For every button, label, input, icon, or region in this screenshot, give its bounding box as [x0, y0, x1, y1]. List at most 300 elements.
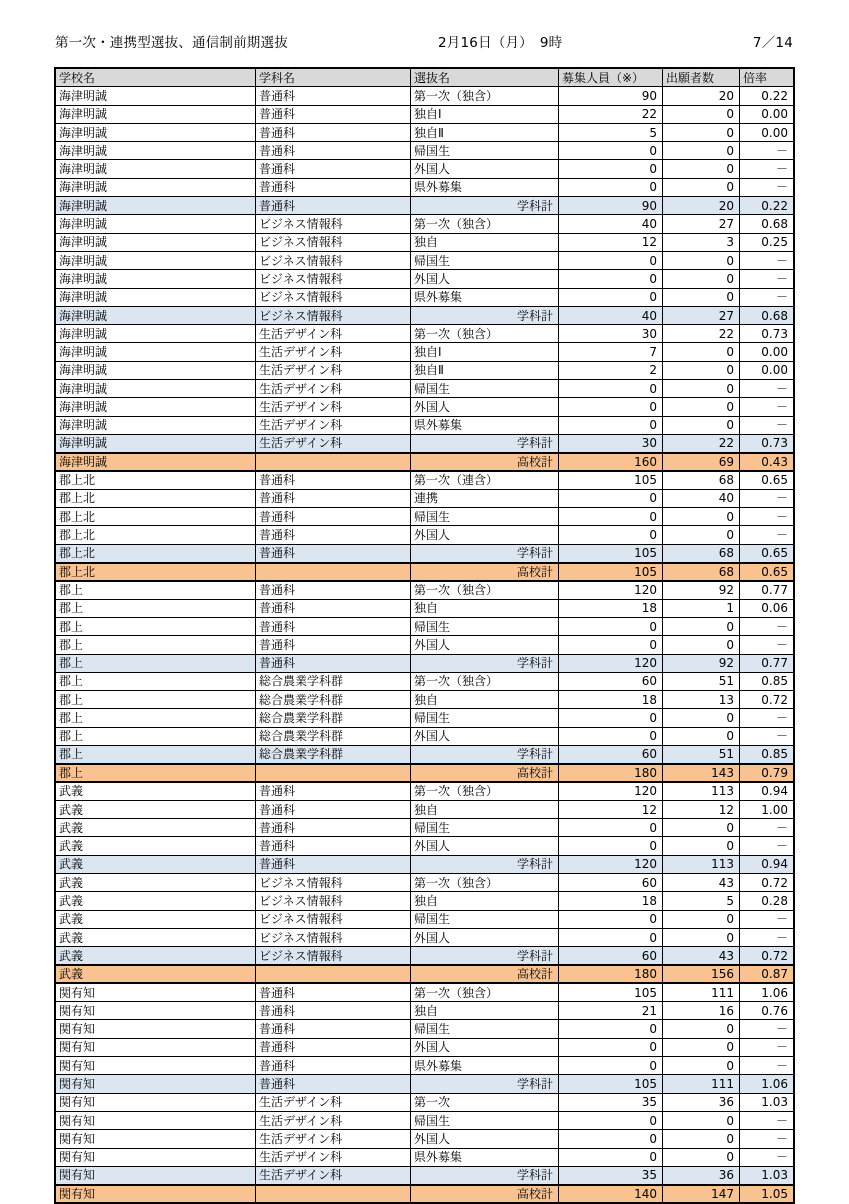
- cell-school: 海津明誠: [56, 233, 256, 251]
- cell-quota: 0: [559, 398, 663, 416]
- page-number: 7／14: [752, 35, 793, 51]
- cell-quota: 21: [559, 1002, 663, 1020]
- table-row: [56, 947, 794, 965]
- cell-school: 郡上: [56, 764, 256, 782]
- cell-ratio: 0.00: [740, 361, 794, 379]
- cell-applicants: 0: [663, 270, 740, 288]
- cell-selection: 学科計: [411, 1075, 559, 1093]
- cell-school: 関有知: [56, 1002, 256, 1020]
- cell-applicants: 20: [663, 87, 740, 105]
- cell-ratio: 0.73: [740, 434, 794, 452]
- cell-school: 海津明誠: [56, 197, 256, 215]
- cell-school: 郡上北: [56, 508, 256, 526]
- cell-applicants: 0: [663, 1111, 740, 1129]
- cell-quota: 18: [559, 599, 663, 617]
- cell-ratio: －: [740, 837, 794, 855]
- cell-ratio: 0.94: [740, 782, 794, 800]
- table-row: [56, 855, 794, 873]
- cell-applicants: 0: [663, 416, 740, 434]
- cell-applicants: 51: [663, 672, 740, 690]
- cell-school: 郡上北: [56, 563, 256, 581]
- cell-applicants: 0: [663, 709, 740, 727]
- table-row: [56, 87, 794, 105]
- cell-applicants: 143: [663, 764, 740, 782]
- cell-school: 関有知: [56, 1057, 256, 1075]
- cell-school: 郡上北: [56, 544, 256, 562]
- cell-quota: 12: [559, 233, 663, 251]
- cell-department: 生活デザイン科: [256, 1130, 411, 1148]
- table-row: [56, 471, 794, 489]
- cell-school: 武義: [56, 782, 256, 800]
- cell-quota: 160: [559, 453, 663, 471]
- table-row: [56, 1038, 794, 1056]
- cell-department: 普通科: [256, 508, 411, 526]
- cell-quota: 0: [559, 526, 663, 544]
- table-row: [56, 105, 794, 123]
- cell-applicants: 5: [663, 892, 740, 910]
- cell-school: 武義: [56, 819, 256, 837]
- cell-department: ビジネス情報科: [256, 215, 411, 233]
- cell-school: 関有知: [56, 983, 256, 1001]
- cell-school: 郡上: [56, 691, 256, 709]
- cell-applicants: 1: [663, 599, 740, 617]
- cell-school: 海津明誠: [56, 325, 256, 343]
- cell-selection: 独自Ⅰ: [411, 105, 559, 123]
- cell-selection: 学科計: [411, 434, 559, 452]
- cell-selection: 県外募集: [411, 1148, 559, 1166]
- cell-applicants: 0: [663, 178, 740, 196]
- cell-ratio: －: [740, 727, 794, 745]
- cell-department: 普通科: [256, 197, 411, 215]
- cell-selection: 県外募集: [411, 178, 559, 196]
- cell-applicants: 68: [663, 544, 740, 562]
- cell-department: 総合農業学科群: [256, 745, 411, 763]
- cell-ratio: －: [740, 1020, 794, 1038]
- cell-school: 関有知: [56, 1093, 256, 1111]
- cell-applicants: 0: [663, 398, 740, 416]
- cell-selection: 独自: [411, 892, 559, 910]
- cell-department: 普通科: [256, 819, 411, 837]
- table-row: [56, 1130, 794, 1148]
- table-row: [56, 654, 794, 672]
- cell-school: 関有知: [56, 1148, 256, 1166]
- table-row: [56, 1148, 794, 1166]
- cell-selection: 県外募集: [411, 288, 559, 306]
- cell-quota: 0: [559, 1148, 663, 1166]
- cell-ratio: －: [740, 636, 794, 654]
- cell-ratio: 1.03: [740, 1166, 794, 1184]
- cell-ratio: 0.68: [740, 215, 794, 233]
- cell-department: 生活デザイン科: [256, 416, 411, 434]
- table-row: [56, 892, 794, 910]
- cell-selection: 外国人: [411, 928, 559, 946]
- cell-applicants: 0: [663, 343, 740, 361]
- cell-quota: 120: [559, 654, 663, 672]
- cell-school: 海津明誠: [56, 343, 256, 361]
- cell-ratio: －: [740, 1148, 794, 1166]
- cell-applicants: 36: [663, 1093, 740, 1111]
- table-row: [56, 819, 794, 837]
- cell-ratio: 0.76: [740, 1002, 794, 1020]
- cell-department: 生活デザイン科: [256, 1148, 411, 1166]
- cell-selection: 学科計: [411, 654, 559, 672]
- cell-selection: 学科計: [411, 947, 559, 965]
- cell-selection: 外国人: [411, 727, 559, 745]
- cell-quota: 12: [559, 800, 663, 818]
- cell-selection: 第一次（独含）: [411, 672, 559, 690]
- column-header-applicants: 出願者数: [663, 69, 740, 87]
- cell-department: ビジネス情報科: [256, 251, 411, 269]
- cell-selection: 学科計: [411, 544, 559, 562]
- cell-school: 海津明誠: [56, 123, 256, 141]
- cell-selection: 高校計: [411, 764, 559, 782]
- cell-department: [256, 965, 411, 983]
- cell-quota: 0: [559, 1038, 663, 1056]
- table-row: [56, 1166, 794, 1184]
- cell-quota: 0: [559, 251, 663, 269]
- cell-quota: 0: [559, 727, 663, 745]
- cell-applicants: 0: [663, 288, 740, 306]
- cell-applicants: 147: [663, 1185, 740, 1203]
- cell-quota: 0: [559, 178, 663, 196]
- table-row: [56, 380, 794, 398]
- table-row: [56, 672, 794, 690]
- cell-department: 生活デザイン科: [256, 343, 411, 361]
- cell-department: 普通科: [256, 1002, 411, 1020]
- cell-ratio: 0.43: [740, 453, 794, 471]
- cell-department: 総合農業学科群: [256, 709, 411, 727]
- cell-ratio: 0.94: [740, 855, 794, 873]
- cell-school: 武義: [56, 965, 256, 983]
- cell-department: 総合農業学科群: [256, 672, 411, 690]
- table-row: [56, 1111, 794, 1129]
- cell-ratio: 0.65: [740, 563, 794, 581]
- table-row: [56, 178, 794, 196]
- table-row: [56, 343, 794, 361]
- cell-school: 関有知: [56, 1166, 256, 1184]
- cell-quota: 90: [559, 87, 663, 105]
- cell-ratio: 0.87: [740, 965, 794, 983]
- cell-ratio: －: [740, 142, 794, 160]
- cell-ratio: 1.00: [740, 800, 794, 818]
- cell-applicants: 51: [663, 745, 740, 763]
- cell-ratio: －: [740, 526, 794, 544]
- cell-quota: 0: [559, 837, 663, 855]
- cell-quota: 2: [559, 361, 663, 379]
- cell-quota: 0: [559, 160, 663, 178]
- table-row: [56, 416, 794, 434]
- cell-department: 普通科: [256, 782, 411, 800]
- cell-ratio: 0.68: [740, 306, 794, 324]
- cell-department: 普通科: [256, 526, 411, 544]
- cell-ratio: 0.85: [740, 672, 794, 690]
- table-row: [56, 1075, 794, 1093]
- table-row: [56, 489, 794, 507]
- cell-school: 海津明誠: [56, 251, 256, 269]
- table-row: [56, 928, 794, 946]
- cell-applicants: 0: [663, 636, 740, 654]
- cell-quota: 5: [559, 123, 663, 141]
- cell-department: 生活デザイン科: [256, 398, 411, 416]
- cell-department: ビジネス情報科: [256, 306, 411, 324]
- table-row: [56, 160, 794, 178]
- cell-selection: 学科計: [411, 855, 559, 873]
- table-row: [56, 965, 794, 983]
- cell-ratio: 0.65: [740, 544, 794, 562]
- cell-selection: 帰国生: [411, 617, 559, 635]
- cell-quota: 140: [559, 1185, 663, 1203]
- cell-applicants: 0: [663, 380, 740, 398]
- cell-department: 生活デザイン科: [256, 434, 411, 452]
- table-row: [56, 215, 794, 233]
- cell-ratio: －: [740, 819, 794, 837]
- cell-quota: 18: [559, 691, 663, 709]
- cell-department: [256, 563, 411, 581]
- cell-selection: 第一次（独含）: [411, 874, 559, 892]
- cell-quota: 180: [559, 764, 663, 782]
- table-header-row: [56, 69, 794, 87]
- cell-applicants: 113: [663, 782, 740, 800]
- cell-department: 普通科: [256, 1038, 411, 1056]
- cell-applicants: 68: [663, 563, 740, 581]
- cell-department: 普通科: [256, 837, 411, 855]
- table-row: [56, 636, 794, 654]
- table-row: [56, 434, 794, 452]
- table-row: [56, 617, 794, 635]
- cell-selection: 学科計: [411, 197, 559, 215]
- cell-school: 武義: [56, 874, 256, 892]
- cell-applicants: 22: [663, 434, 740, 452]
- cell-quota: 0: [559, 508, 663, 526]
- cell-school: 海津明誠: [56, 270, 256, 288]
- cell-school: 郡上: [56, 599, 256, 617]
- cell-quota: 22: [559, 105, 663, 123]
- cell-applicants: 92: [663, 581, 740, 599]
- page-title: 第一次・連携型選抜、通信制前期選抜: [55, 35, 288, 51]
- cell-selection: 独自Ⅱ: [411, 123, 559, 141]
- cell-department: 生活デザイン科: [256, 380, 411, 398]
- cell-department: ビジネス情報科: [256, 910, 411, 928]
- table-row: [56, 398, 794, 416]
- cell-school: 海津明誠: [56, 306, 256, 324]
- cell-ratio: －: [740, 709, 794, 727]
- cell-ratio: －: [740, 270, 794, 288]
- cell-selection: 第一次（連含）: [411, 471, 559, 489]
- table-row: [56, 526, 794, 544]
- cell-selection: 独自: [411, 800, 559, 818]
- cell-ratio: －: [740, 416, 794, 434]
- cell-quota: 7: [559, 343, 663, 361]
- table-row: [56, 800, 794, 818]
- cell-ratio: 0.00: [740, 105, 794, 123]
- cell-applicants: 13: [663, 691, 740, 709]
- table-row: [56, 288, 794, 306]
- cell-selection: 独自: [411, 1002, 559, 1020]
- cell-applicants: 0: [663, 508, 740, 526]
- cell-ratio: －: [740, 251, 794, 269]
- cell-selection: 県外募集: [411, 1057, 559, 1075]
- cell-department: 総合農業学科群: [256, 691, 411, 709]
- cell-department: 普通科: [256, 178, 411, 196]
- cell-department: 普通科: [256, 544, 411, 562]
- cell-school: 海津明誠: [56, 453, 256, 471]
- table-row: [56, 453, 794, 471]
- table-row: [56, 745, 794, 763]
- table-row: [56, 361, 794, 379]
- cell-quota: 40: [559, 306, 663, 324]
- cell-department: 生活デザイン科: [256, 1166, 411, 1184]
- cell-quota: 60: [559, 745, 663, 763]
- cell-ratio: 0.72: [740, 874, 794, 892]
- cell-applicants: 12: [663, 800, 740, 818]
- cell-school: 郡上: [56, 745, 256, 763]
- cell-department: 普通科: [256, 654, 411, 672]
- cell-department: 普通科: [256, 471, 411, 489]
- cell-selection: 帰国生: [411, 251, 559, 269]
- cell-quota: 60: [559, 672, 663, 690]
- cell-school: 郡上: [56, 617, 256, 635]
- cell-applicants: 0: [663, 526, 740, 544]
- cell-quota: 105: [559, 544, 663, 562]
- cell-applicants: 0: [663, 727, 740, 745]
- cell-ratio: 0.72: [740, 691, 794, 709]
- column-header-school: 学校名: [56, 69, 256, 87]
- cell-ratio: －: [740, 617, 794, 635]
- cell-department: 生活デザイン科: [256, 1111, 411, 1129]
- cell-school: 武義: [56, 855, 256, 873]
- cell-department: 普通科: [256, 855, 411, 873]
- table-row: [56, 306, 794, 324]
- cell-quota: 180: [559, 965, 663, 983]
- cell-quota: 60: [559, 947, 663, 965]
- cell-selection: 外国人: [411, 160, 559, 178]
- cell-applicants: 92: [663, 654, 740, 672]
- cell-quota: 0: [559, 489, 663, 507]
- cell-school: 郡上: [56, 654, 256, 672]
- cell-school: 郡上北: [56, 526, 256, 544]
- cell-school: 郡上: [56, 709, 256, 727]
- cell-school: 武義: [56, 947, 256, 965]
- cell-applicants: 0: [663, 251, 740, 269]
- cell-school: 武義: [56, 910, 256, 928]
- cell-ratio: －: [740, 508, 794, 526]
- table-row: [56, 142, 794, 160]
- cell-ratio: －: [740, 160, 794, 178]
- cell-school: 関有知: [56, 1130, 256, 1148]
- cell-quota: 0: [559, 142, 663, 160]
- table-row: [56, 764, 794, 782]
- cell-school: 関有知: [56, 1020, 256, 1038]
- cell-department: ビジネス情報科: [256, 233, 411, 251]
- cell-applicants: 0: [663, 910, 740, 928]
- cell-applicants: 27: [663, 306, 740, 324]
- cell-quota: 120: [559, 855, 663, 873]
- table-row: [56, 727, 794, 745]
- column-header-quota: 募集人員（※）: [559, 69, 663, 87]
- cell-applicants: 36: [663, 1166, 740, 1184]
- cell-quota: 120: [559, 581, 663, 599]
- table-row: [56, 251, 794, 269]
- cell-selection: 高校計: [411, 1185, 559, 1203]
- cell-quota: 35: [559, 1166, 663, 1184]
- cell-applicants: 0: [663, 819, 740, 837]
- cell-applicants: 111: [663, 983, 740, 1001]
- cell-selection: 帰国生: [411, 1020, 559, 1038]
- applicant-table-container: [55, 68, 793, 1204]
- cell-department: [256, 764, 411, 782]
- cell-ratio: －: [740, 1111, 794, 1129]
- cell-department: 生活デザイン科: [256, 325, 411, 343]
- table-row: [56, 782, 794, 800]
- cell-quota: 105: [559, 471, 663, 489]
- cell-school: 関有知: [56, 1075, 256, 1093]
- cell-department: ビジネス情報科: [256, 874, 411, 892]
- cell-applicants: 0: [663, 928, 740, 946]
- table-row: [56, 123, 794, 141]
- cell-applicants: 0: [663, 105, 740, 123]
- cell-school: 郡上: [56, 727, 256, 745]
- cell-school: 海津明誠: [56, 434, 256, 452]
- cell-ratio: 0.22: [740, 87, 794, 105]
- table-row: [56, 983, 794, 1001]
- column-header-selection: 選抜名: [411, 69, 559, 87]
- cell-department: 普通科: [256, 617, 411, 635]
- cell-department: 普通科: [256, 1020, 411, 1038]
- cell-selection: 帰国生: [411, 910, 559, 928]
- cell-school: 海津明誠: [56, 105, 256, 123]
- cell-selection: 帰国生: [411, 1111, 559, 1129]
- table-row: [56, 563, 794, 581]
- cell-selection: 外国人: [411, 270, 559, 288]
- cell-applicants: 111: [663, 1075, 740, 1093]
- cell-school: 海津明誠: [56, 87, 256, 105]
- cell-department: 普通科: [256, 160, 411, 178]
- cell-selection: 第一次（独含）: [411, 983, 559, 1001]
- cell-selection: 帰国生: [411, 508, 559, 526]
- table-row: [56, 1002, 794, 1020]
- cell-department: 普通科: [256, 1057, 411, 1075]
- cell-selection: 第一次（独含）: [411, 325, 559, 343]
- cell-quota: 0: [559, 910, 663, 928]
- cell-school: 関有知: [56, 1111, 256, 1129]
- cell-applicants: 0: [663, 1148, 740, 1166]
- cell-quota: 30: [559, 434, 663, 452]
- cell-quota: 0: [559, 819, 663, 837]
- cell-department: 普通科: [256, 800, 411, 818]
- cell-applicants: 40: [663, 489, 740, 507]
- cell-school: 海津明誠: [56, 215, 256, 233]
- cell-selection: 外国人: [411, 837, 559, 855]
- cell-department: 普通科: [256, 581, 411, 599]
- cell-applicants: 0: [663, 1130, 740, 1148]
- table-row: [56, 270, 794, 288]
- table-row: [56, 1185, 794, 1203]
- table-row: [56, 691, 794, 709]
- cell-selection: 外国人: [411, 1130, 559, 1148]
- cell-selection: 帰国生: [411, 819, 559, 837]
- cell-department: 普通科: [256, 123, 411, 141]
- cell-ratio: 0.77: [740, 581, 794, 599]
- cell-ratio: 1.06: [740, 1075, 794, 1093]
- cell-selection: 学科計: [411, 306, 559, 324]
- cell-quota: 0: [559, 1130, 663, 1148]
- cell-quota: 0: [559, 928, 663, 946]
- cell-selection: 学科計: [411, 1166, 559, 1184]
- cell-quota: 0: [559, 709, 663, 727]
- cell-school: 海津明誠: [56, 398, 256, 416]
- cell-ratio: －: [740, 178, 794, 196]
- cell-selection: 帰国生: [411, 142, 559, 160]
